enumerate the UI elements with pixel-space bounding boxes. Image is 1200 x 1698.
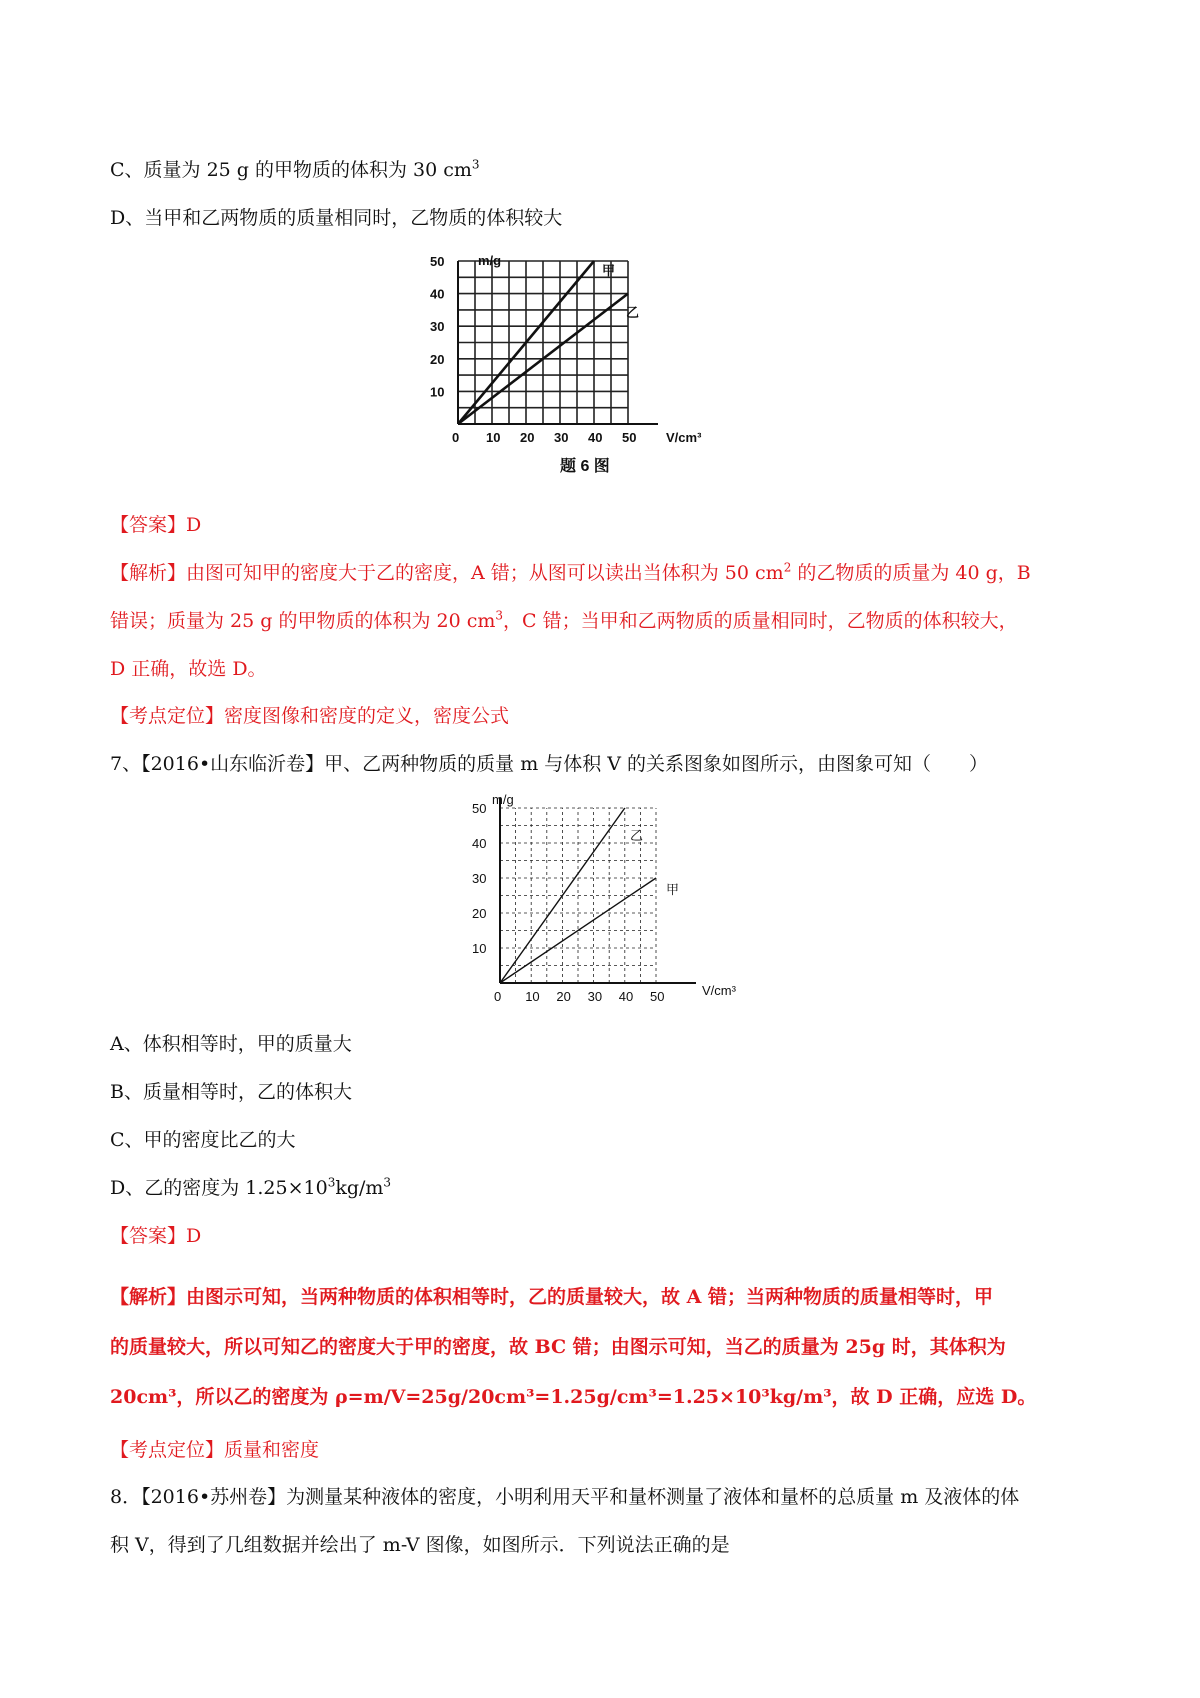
fig7-series-label-jia: 甲	[666, 882, 680, 897]
y-tick-label: 50	[430, 254, 445, 269]
x-tick-label: 30	[554, 430, 569, 445]
q7-option-c: C、甲的密度比乙的大	[110, 1129, 296, 1151]
q6-option-c: C、质量为 25 g 的甲物质的体积为 30 $cm^3$	[110, 157, 480, 181]
x-tick-label: 50	[650, 989, 665, 1004]
q8-stem-line-2: 积 V，得到了几组数据并绘出了 m-V 图像，如图所示．下列说法正确的是	[110, 1534, 730, 1556]
x-tick-label: 40	[588, 430, 603, 445]
x-tick-label: 30	[587, 989, 603, 1004]
fig6-series-label-yi: 乙	[626, 305, 640, 320]
q7-option-d: D、乙的密度为 $1.25\times 10^3kg/m^3$	[110, 1175, 392, 1199]
fig6-series-label-jia: 甲	[602, 263, 616, 278]
q7-analysis-line-2: 的质量较大，所以可知乙的密度大于甲的密度，故 BC 错；由图示可知，当乙的质量为 25g 时，其体积为	[110, 1336, 1006, 1358]
fig6-y-axis-label: m/g	[478, 253, 502, 268]
y-tick-label: 20	[430, 351, 445, 367]
q7-option-a: A、体积相等时，甲的质量大	[110, 1033, 352, 1055]
x-tick-label: 50	[622, 430, 637, 445]
q7-knowledge-point: 【考点定位】质量和密度	[110, 1439, 320, 1461]
figure-6-chart	[420, 245, 730, 485]
fig7-y-axis-label: m/g	[492, 792, 514, 807]
y-tick-label: 40	[472, 836, 487, 851]
q6-answer: 【答案】D	[110, 514, 202, 536]
fig6-grid	[458, 261, 628, 424]
x-tick-label: 20	[556, 989, 571, 1004]
q6-analysis-line-2: 错误；质量为 25 g 的甲物质的体积为 20 $cm^3$，C 错；当甲和乙两物质的质量相同时，乙物质的体积较大，	[110, 608, 1018, 632]
fig7-x-axis-label: V/cm³	[702, 983, 736, 998]
fig6-ticks	[430, 254, 636, 445]
y-tick-label: 10	[430, 384, 445, 400]
fig7-series-label-yi: 乙	[630, 828, 644, 843]
q6-analysis-line-3: D 正确，故选 D。	[110, 658, 267, 680]
x-tick-label: 10	[525, 989, 540, 1004]
figure-7-chart	[470, 788, 750, 1008]
q7-analysis-line-3: 20cm³，所以乙的密度为 ρ=m/V=25g/20cm³=1.25g/cm³=1.25×10³kg/m³，故 D 正确，应选 D。	[110, 1386, 1037, 1408]
y-tick-label: 40	[430, 286, 445, 302]
q6-option-d: D、当甲和乙两物质的质量相同时，乙物质的体积较大	[110, 207, 563, 229]
q8-stem-line-1: 8．【2016•苏州卷】为测量某种液体的密度，小明利用天平和量杯测量了液体和量杯的总质量 m 及液体的体	[110, 1486, 1020, 1508]
x-tick-label: 40	[618, 989, 634, 1004]
q7-stem: 7、【2016•山东临沂卷】甲、乙两种物质的质量 m 与体积 V 的关系图象如图所示，由图象可知（ ）	[110, 753, 989, 775]
q6-analysis-line-1: 【解析】由图可知甲的密度大于乙的密度，A 错；从图可以读出当体积为 50 $cm^2$ 的乙物质的质量为 40 g，B	[110, 560, 1031, 584]
y-tick-label: 20	[472, 906, 487, 921]
x-tick-label: 20	[520, 430, 535, 445]
y-tick-label: 30	[430, 319, 445, 335]
q7-analysis-line-1: 【解析】由图示可知，当两种物质的体积相等时，乙的质量较大，故 A 错；当两种物质的质量相等时，甲	[110, 1286, 993, 1308]
x-tick-label: 10	[486, 430, 501, 445]
x-tick-label: 0	[452, 430, 460, 445]
fig6-x-axis-label: V/cm³	[666, 430, 702, 445]
q7-answer: 【答案】D	[110, 1225, 202, 1247]
q7-option-b: B、质量相等时，乙的体积大	[110, 1081, 352, 1103]
q6-knowledge-point: 【考点定位】密度图像和密度的定义，密度公式	[110, 705, 510, 727]
y-tick-label: 10	[472, 941, 487, 956]
y-tick-label: 50	[472, 801, 487, 816]
fig6-caption: 题 6 图	[560, 458, 610, 475]
x-tick-label: 0	[494, 989, 502, 1004]
y-tick-label: 30	[472, 871, 487, 886]
